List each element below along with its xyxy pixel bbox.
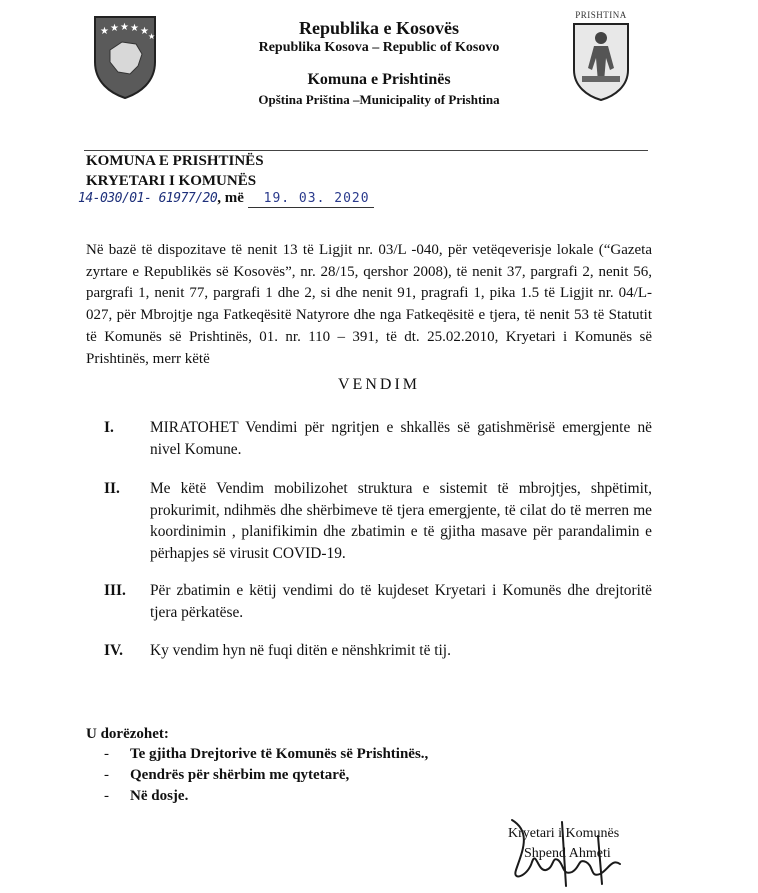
decision-item-4	[104, 640, 652, 662]
office-line-1: KOMUNA E PRISHTINËS	[86, 153, 264, 169]
decision-item-3	[104, 580, 652, 623]
municipality-subtitle: Opština Priština –Municipality of Prishtina	[258, 92, 500, 107]
handwritten-signature-icon	[502, 812, 632, 888]
delivered-item-text: Te gjitha Drejtorive të Komunës së Prishtinës.,	[130, 746, 429, 762]
decision-item-1	[104, 417, 652, 460]
svg-text:★: ★	[140, 26, 149, 37]
date-prefix: , më	[217, 190, 244, 206]
item-number: II.	[104, 480, 120, 497]
list-dash: -	[104, 746, 109, 762]
delivered-label: U dorëzohet:	[86, 726, 169, 742]
emblem-label: PRISHTINA	[575, 10, 627, 20]
delivered-item	[104, 788, 188, 805]
reference-number: 14-030/01- 61977/20	[78, 191, 218, 206]
reference-line	[78, 190, 374, 207]
delivered-item	[104, 746, 428, 763]
signature-role: Kryetari i Komunës	[508, 826, 620, 841]
item-text: Ky vendim hyn në fuqi ditën e nënshkrimit të tij.	[150, 642, 451, 659]
header-subtitle: Republika Kosova – Republic of Kosovo	[258, 40, 500, 55]
svg-text:★: ★	[148, 32, 156, 41]
list-dash: -	[104, 788, 109, 804]
list-dash: -	[104, 767, 109, 783]
svg-text:★: ★	[100, 26, 109, 37]
delivered-item-text: Qendrës për shërbim me qytetarë,	[130, 767, 350, 783]
item-number: III.	[104, 582, 126, 599]
item-number: I.	[104, 419, 114, 436]
delivered-item	[104, 767, 349, 784]
decision-item-2	[104, 478, 652, 564]
signature-name: Shpend Ahmeti	[524, 846, 611, 861]
header-divider	[84, 150, 648, 151]
municipality-title: Komuna e Prishtinës	[307, 71, 451, 88]
svg-text:★: ★	[110, 23, 119, 34]
item-text: Me këtë Vendim mobilizohet struktura e sistemit të mbrojtjes, shpëtimit, prokurimit, ndihmës dhe shërbimeve të tjera emergjente, të cilat do të merren me koordinimin , planifikimin dhe zbatimin e të gjitha masave për parandalimin e përhapjes së virusit COVID-19.	[150, 480, 652, 562]
kosovo-emblem-icon	[92, 14, 158, 100]
delivered-item-text: Në dosje.	[130, 788, 189, 804]
decision-title: VENDIM	[338, 376, 420, 393]
intro-paragraph: Në bazë të dispozitave të nenit 13 të Ligjit nr. 03/L -040, për vetëqeverisje lokale (“Gazeta zyrtare e Republikës së Kosovës”, nr. 28/15, qershor 2008), të nenit 37, pargrafi 2, nenit 56, pargrafi 1, nenit 77, pargrafi 1 dhe 2, si dhe nenit 91, pragrafi 1, pika 1.5 të Ligjit nr. 04/L-027, për Mbrojtje nga Fatkeqësitë Natyrore dhe nga Fatkeqësitë e tjera, të nenit 53 të Statutit të Komunës së Prishtinës, 01. nr. 110 – 391, të dt. 25.02.2010, Kryetari i Komunës së Prishtinës, merr këtë	[86, 242, 652, 367]
item-text: MIRATOHET Vendimi për ngritjen e shkallës së gatishmërisë emergjente në nivel Komune.	[150, 419, 652, 458]
item-number: IV.	[104, 642, 123, 659]
svg-text:★: ★	[120, 22, 129, 33]
svg-text:★: ★	[130, 23, 139, 34]
header-title: Republika e Kosovës	[298, 18, 460, 38]
office-line-2: KRYETARI I KOMUNËS	[86, 173, 257, 189]
prishtina-emblem-icon	[570, 10, 632, 102]
date-stamp: 19. 03. 2020	[248, 191, 374, 208]
item-text: Për zbatimin e këtij vendimi do të kujdeset Kryetari i Komunës dhe drejtoritë tjera përkatëse.	[150, 582, 652, 621]
